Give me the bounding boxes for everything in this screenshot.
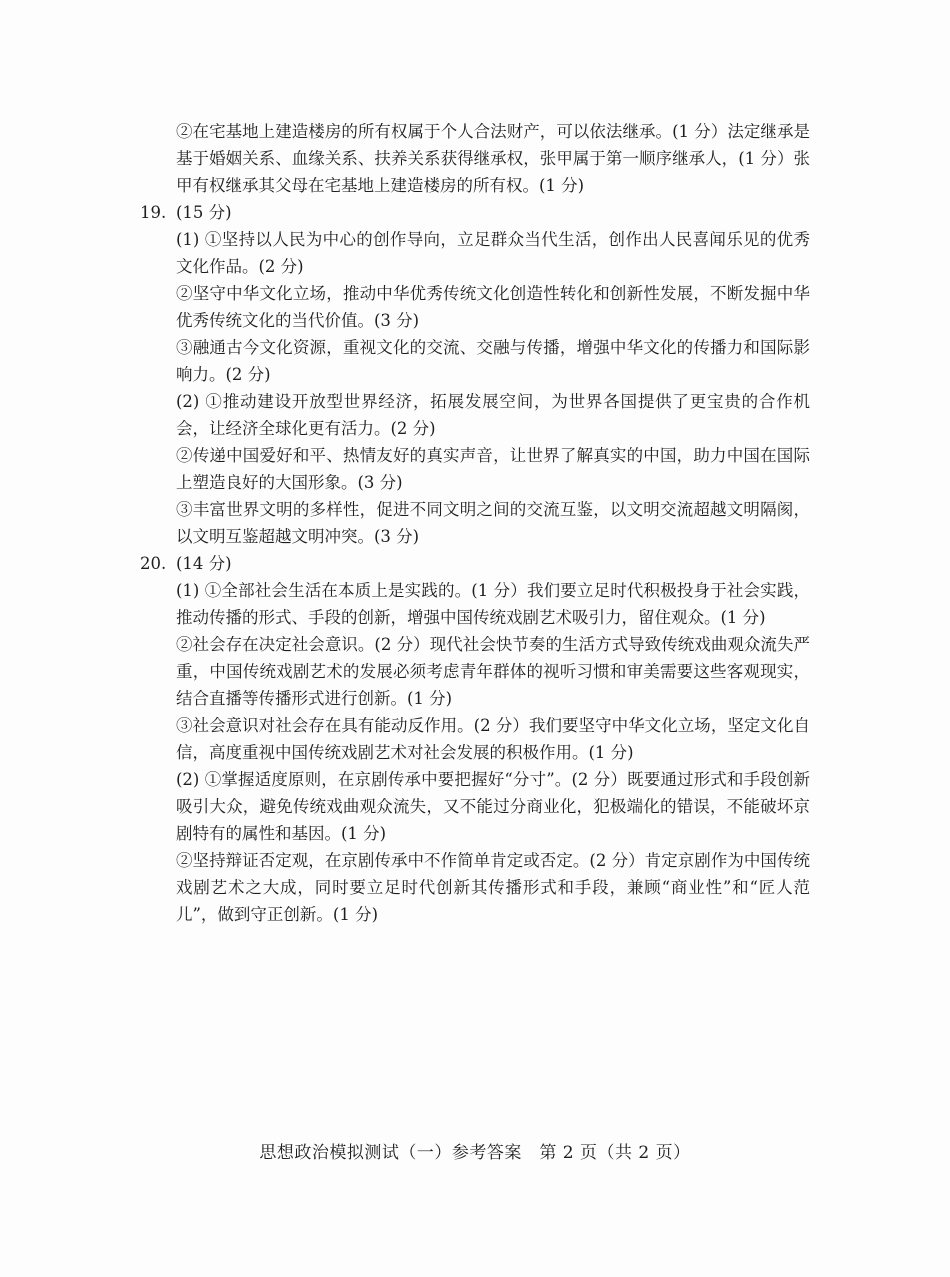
q18-part2-answer: ②在宅基地上建造楼房的所有权属于个人合法财产，可以依法继承。(1 分）法定继承是基于婚姻关系、血缘关系、扶养关系获得继承权，张甲属于第一顺序继承人，(1 分）张甲有权继承其父母在宅基地上建造楼房的所有权。(1 分) bbox=[176, 122, 810, 195]
q19-heading bbox=[140, 199, 810, 226]
q19-part1-point1: (1) ①坚持以人民为中心的创作导向，立足群众当代生活，创作出人民喜闻乐见的优秀文化作品。(2 分) bbox=[176, 230, 810, 276]
q19-part2-point3: ③丰富世界文明的多样性，促进不同文明之间的交流互鉴，以文明交流超越文明隔阂，以文明互鉴超越文明冲突。(3 分) bbox=[176, 500, 810, 546]
answer-content bbox=[140, 118, 810, 928]
page-footer: 思想政治模拟测试（一）参考答案 第 2 页（共 2 页） bbox=[259, 1143, 691, 1163]
q20-part1-point1: (1) ①全部社会生活在本质上是实践的。(1 分）我们要立足时代积极投身于社会实践，推动传播的形式、手段的创新，增强中国传统戏剧艺术吸引力，留住观众。(1 分) bbox=[176, 581, 810, 627]
q19-part2-point2: ②传递中国爱好和平、热情友好的真实声音，让世界了解真实的中国，助力中国在国际上塑造良好的大国形象。(3 分) bbox=[176, 446, 810, 492]
q20-part1-point2: ②社会存在决定社会意识。(2 分）现代社会快节奏的生活方式导致传统戏曲观众流失严重，中国传统戏剧艺术的发展必须考虑青年群体的视听习惯和审美需要这些客观现实，结合直播等传播形式进行创新。(1 分) bbox=[176, 635, 810, 708]
q20-part1-point3: ③社会意识对社会存在具有能动反作用。(2 分）我们要坚守中华文化立场，坚定文化自信，高度重视中国传统戏剧艺术对社会发展的积极作用。(1 分) bbox=[176, 716, 810, 762]
q20-score: (14 分) bbox=[176, 554, 232, 573]
q19-number: 19. bbox=[140, 203, 167, 222]
q20-heading bbox=[140, 550, 810, 577]
q20-number: 20. bbox=[140, 554, 167, 573]
q19-part2-point1: (2) ①推动建设开放型世界经济，拓展发展空间，为世界各国提供了更宝贵的合作机会，让经济全球化更有活力。(2 分) bbox=[176, 392, 810, 438]
q20-part2-point1: (2) ①掌握适度原则，在京剧传承中要把握好“分寸”。(2 分）既要通过形式和手段创新吸引大众，避免传统戏曲观众流失，又不能过分商业化，犯极端化的错误，不能破坏京剧特有的属性和基因。(1 分) bbox=[176, 770, 810, 843]
q19-score: (15 分) bbox=[176, 203, 232, 222]
q19-part1-point2: ②坚守中华文化立场，推动中华优秀传统文化创造性转化和创新性发展，不断发掘中华优秀传统文化的当代价值。(3 分) bbox=[176, 284, 810, 330]
q20-part2-point2: ②坚持辩证否定观，在京剧传承中不作简单肯定或否定。(2 分）肯定京剧作为中国传统戏剧艺术之大成，同时要立足时代创新其传播形式和手段，兼顾“商业性”和“匠人范儿”，做到守正创新。(1 分) bbox=[176, 851, 810, 924]
q19-part1-point3: ③融通古今文化资源，重视文化的交流、交融与传播，增强中华文化的传播力和国际影响力。(2 分) bbox=[176, 338, 810, 384]
